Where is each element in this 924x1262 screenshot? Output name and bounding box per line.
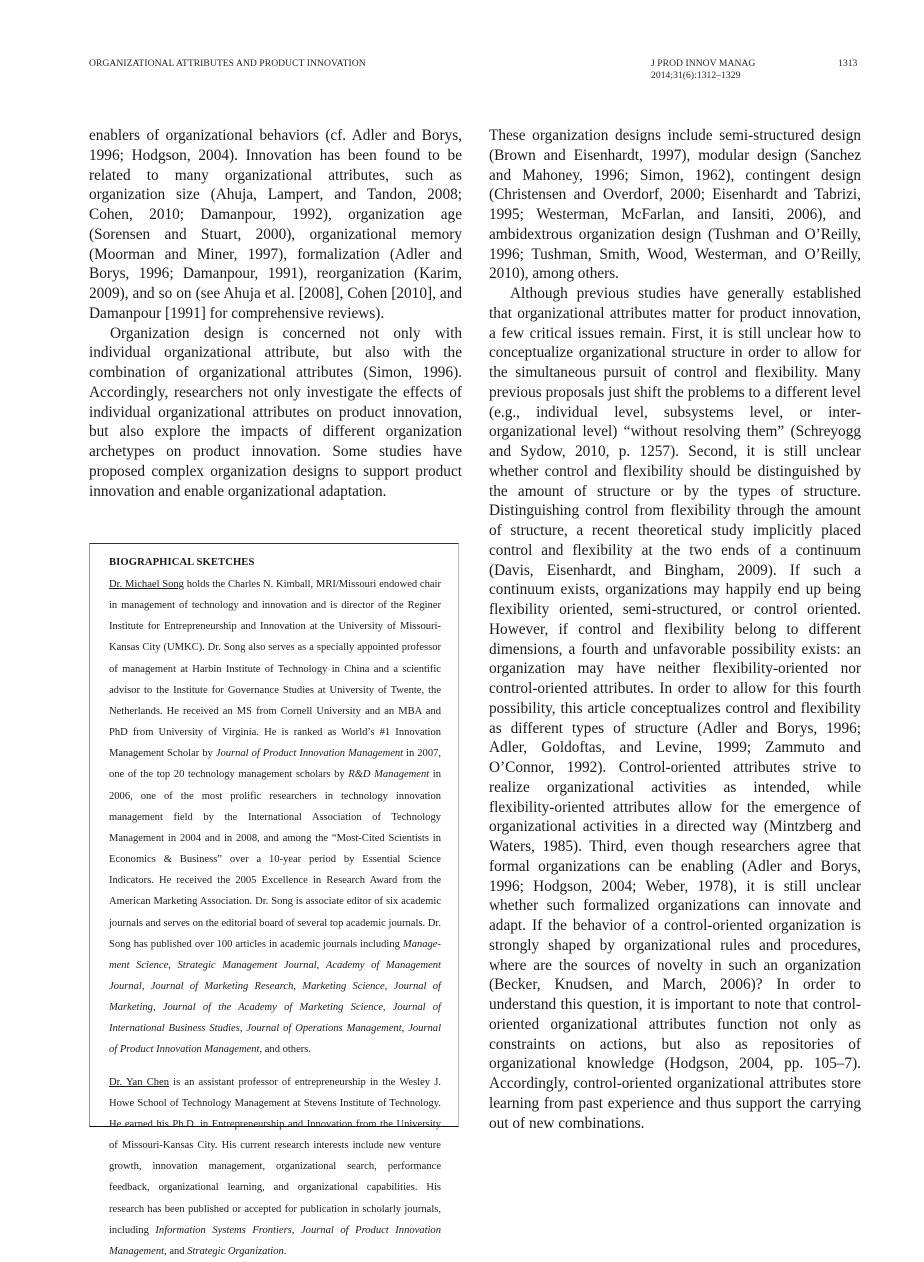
- publication-title: Journal of Marketing Research: [150, 980, 294, 992]
- journal-citation: 2014;31(6):1312–1329: [651, 70, 741, 81]
- publication-title: Strategic Organization: [187, 1245, 284, 1257]
- bio-author-name: Dr. Michael Song: [109, 579, 184, 590]
- publication-title: Marketing Science: [302, 980, 385, 992]
- body-paragraph: enablers of organizational behaviors (cf. Adler and Borys, 1996; Hodgson, 2004). Innovation has been found to be related to many organizational attributes, such as organization size (Ahuja, Lampert, and Tandon, 2008; Cohen, 2010; Damanpour, 1992), organization age (Sorensen and Stuart, 2000), organizational memory (Moorman and Miner, 1997), formalization (Adler and Borys, 1996; Damanpour, 1991), reorganization (Karim, 2009), and so on (see Ahuja et al. [2008], Cohen [2010], and Damanpour [1991] for comprehensive reviews).: [89, 127, 462, 322]
- bio-text-segment: ,: [291, 1224, 301, 1236]
- publication-title: Journal of Product Innovation Management: [109, 1224, 441, 1257]
- bio-text-segment: ,: [293, 980, 303, 992]
- bio-text-segment: ,: [239, 1023, 247, 1035]
- bio-text-segment: , and others.: [259, 1044, 312, 1056]
- bio-text-segment: .: [283, 1245, 287, 1257]
- body-paragraph: These organization designs include semi-structured design (Brown and Eisenhardt, 1997), modular design (Sanchez and Mahoney, 1996; Simon, 1962), contingent design (Christensen and Overdorf, 2000; Eisenhardt and Tabrizi, 1995; Westerman, McFarlan, and Iansiti, 2006), and ambidextrous organization design (Tushman and O’Reilly, 1996; Tushman, Smith, Wood, Westerman, and O’Reilly, 2010), among others.: [489, 127, 861, 283]
- bio-text-segment: ,: [168, 959, 178, 971]
- bio-text: [109, 1077, 441, 1257]
- publication-title: Journal of Product Innovation Management: [109, 1023, 441, 1056]
- publication-title: Journal of Marketing: [109, 980, 441, 1014]
- publication-title: R&D Management: [348, 769, 430, 781]
- biographical-sketches-box: [89, 543, 459, 1257]
- bio-text: [109, 579, 441, 1055]
- bio-text-segment: holds the Charles N. Kimball, MRI/Missouri endowed chair in management of technology and innovation and is director of the Reginer Institute for Entrepreneurship and Innovation at the University of Missouri-Kansas City (UMKC). Dr. Song also serves as a specially appointed professor of management at Harbin Institute of Technology in China and a scientific advisor to the Institute for Governance Studies at University of Twente, the Netherlands. He received an MS from Cornell University and an MBA and PhD from University of Virginia. He is ranked as World’s #1 Innovation Management Scholar by: [109, 579, 441, 760]
- publication-title: Journal of International Business Studies: [109, 1002, 441, 1035]
- page-number: 1313: [838, 58, 858, 69]
- bio-text-segment: ,: [316, 959, 326, 971]
- bio-text-segment: , and: [164, 1245, 188, 1257]
- bio-entry: [109, 1072, 441, 1262]
- journal-name: J PROD INNOV MANAG: [651, 58, 756, 69]
- bio-box-title: BIOGRAPHICAL SKETCHES: [109, 557, 255, 568]
- publication-title: Strategic Management Journal: [177, 959, 317, 971]
- publication-title: Information Systems Frontiers: [155, 1224, 292, 1236]
- bio-entry: [109, 574, 441, 1061]
- publication-title: Management Science: [109, 938, 441, 971]
- publication-title: Journal of Product Innovation Management: [215, 748, 404, 760]
- left-column: [89, 126, 462, 501]
- bio-text-segment: in 2006, one of the most prolific researchers in technology innovation management field by the International Association of Technology Management in 2004 and in 2008, and among the “Most-Cited Scientists in Economics & Business” over a 10-year period by Essential Science Indicators. He received the 2005 Excellence in Research Award from the American Marketing Association. Dr. Song is associate editor of six academic journals and serves on the editorial board of several top academic journals. Dr. Song has published over 100 articles in academic journals including: [109, 769, 441, 950]
- body-paragraph: Organization design is concerned not only with individual organizational attribute, but also with the combination of organizational attributes (Simon, 1996). Accordingly, researchers not only investigate the effects of individual organizational attributes on product innovation, but also explore the impacts of different organization archetypes on product innovation. Some studies have proposed complex organization designs to support product innovation and enable organizational adaptation.: [89, 324, 462, 500]
- bio-text-segment: ,: [401, 1023, 409, 1035]
- bio-text-segment: ,: [141, 980, 151, 992]
- bio-text-segment: ,: [382, 1002, 393, 1014]
- publication-title: Journal of the Academy of Marketing Science: [162, 1002, 383, 1014]
- bio-author-name: Dr. Yan Chen: [109, 1076, 169, 1088]
- bio-text-segment: ,: [384, 980, 394, 992]
- bio-text-segment: ,: [152, 1002, 163, 1014]
- right-column: [489, 126, 861, 1133]
- bio-text-segment: is an assistant professor of entrepreneurship in the Wesley J. Howe School of Technology Management at Stevens Institute of Technology. He earned his Ph.D. in Entrepreneurship and Innovation from the University of Missouri-Kansas City. His current research interests include new venture growth, innovation management, organizational search, performance feedback, organizational learning, and organizational capabilities. His research has been published or accepted for publication in scholarly journals, including: [109, 1076, 441, 1236]
- publication-title: Academy of Management Journal: [109, 959, 441, 992]
- body-paragraph: Although previous studies have generally established that organizational attributes matter for product innovation, a few critical issues remain. First, it is still unclear how to conceptualize organizational structure in order to allow for the simultaneous pursuit of control and flexibility. Many previous proposals just shift the problems to a different level (e.g., individual level, subsystems level, or inter-organizational level) “without resolving them” (Schreyogg and Sydow, 2010, p. 1257). Second, it is still unclear whether control and flexibility should be distinguished by the amount of structure or by the types of structure. Distinguishing control from flexibility through the amount of structure, a recent theoretical study implicitly placed control and flexibility at the two ends of a continuum (Davis, Eisenhardt, and Bingham, 2009). If such a continuum exists, organizations may happily end up being flexibility oriented, semi-structured, or control oriented. However, if control and flexibility belong to different dimensions, a fourth and unfavorable possibility exists: an organization may have neither flexibility-oriented nor control-oriented attributes. In order to allow for this fourth possibility, this article conceptualizes control and flexibility as different types of structure (Adler and Borys, 1996; Adler, Goldoftas, and Levine, 1999; Zammuto and O’Connor, 1992). Control-oriented attributes strive to realize organizational activities as intended, while flexibility-oriented attributes allow for the emergence of organizational activities in a directed way (Mintzberg and Waters, 1985). Third, even though researchers agree that formal organizations can be enabling (Adler and Borys, 1996; Hodgson, 2004; Weber, 1978), it is still unclear whether such formalized organizations can innovate and adapt. If the behavior of a control-oriented organization is strongly shaped by organizational rules and procedures, where are the sources of novelty in such an organization (Becker, Knudsen, and March, 2006)? In order to understand this question, it is important to note that control-oriented organizational attributes function not only as constraints on actions, but also as repositories of organizational knowledge (Hodgson, 2004, pp. 105–7). Accordingly, control-oriented organizational attributes store learning from past experience and thus support the carrying out of new combinations.: [489, 285, 861, 1132]
- publication-title: Journal of Operations Management: [246, 1023, 402, 1035]
- running-title: ORGANIZATIONAL ATTRIBUTES AND PRODUCT INNOVATION: [89, 58, 366, 69]
- bio-text-segment: in 2007, one of the top 20 technology management scholars by: [109, 748, 441, 781]
